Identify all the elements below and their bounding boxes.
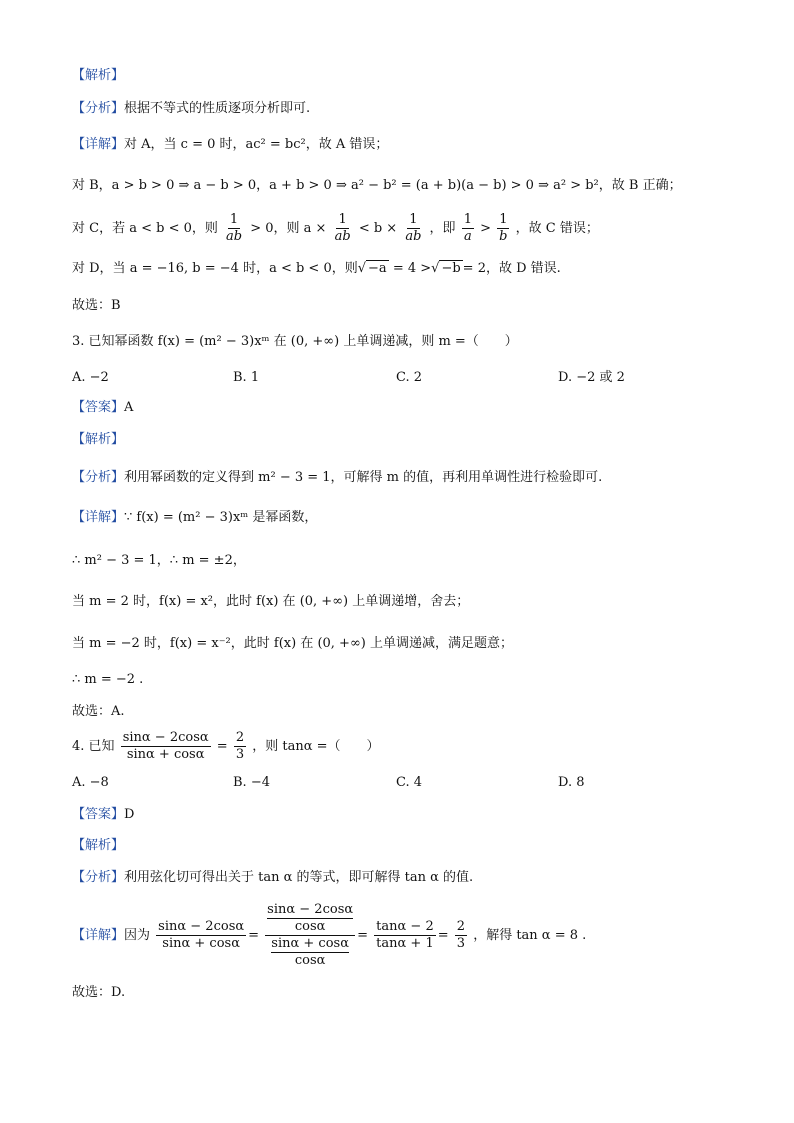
q3-step4: ∴ m = −2 . xyxy=(72,672,144,687)
fraction: $\frac{1}{ab}$ xyxy=(405,212,422,244)
fraction: $\frac{\sin\alpha - 2\cos\alpha}{\sin\alpha + \cos\alpha}$ xyxy=(122,730,209,762)
q4-option-a: A. −8 xyxy=(72,775,109,790)
compound-fraction: sinα − 2cosα cosα sinα + cosα cosα xyxy=(267,902,354,968)
q4-detail: 【详解】因为 $\frac{\sin\alpha - 2\cos\alpha}{\sin\alpha + \cos\alpha}$ = sinα − 2cosα cosα sinα + cosα cosα = $\frac{\tan\alpha - 2}{\tan\alpha + 1}$ = $\frac{2}{3}$ ，解得 tan α = 8 . xyxy=(72,902,587,968)
q4-answer: 【答案】D xyxy=(72,807,135,822)
q3-select: 故选：A. xyxy=(72,704,125,719)
fraction: $\frac{1}{b}$ xyxy=(499,212,508,244)
jiexi-heading: 【解析】 xyxy=(72,68,125,83)
q2-select: 故选：B xyxy=(72,298,121,313)
q3-stem: 3. 已知幂函数 f(x) = (m² − 3)xᵐ 在 (0, +∞) 上单调递减，则 m =（ ） xyxy=(72,334,518,349)
q3-option-c: C. 2 xyxy=(396,370,423,385)
q3-step3: 当 m = −2 时，f(x) = x⁻²，此时 f(x) 在 (0, +∞) 上单调递减，满足题意； xyxy=(72,636,513,651)
q4-option-b: B. −4 xyxy=(233,775,270,790)
fraction: $\frac{1}{ab}$ xyxy=(334,212,351,244)
q3-jiexi: 【解析】 xyxy=(72,432,125,447)
q2-detail-c: 对 C，若 a < b < 0，则 $\frac{1}{ab}$ > 0，则 a × $\frac{1}{ab}$ < b × $\frac{1}{ab}$ ，即 $\frac{1}{a}$ > $\frac{1}{b}$ ，故 C 错误； xyxy=(72,212,599,244)
q2-analysis-text: 根据不等式的性质逐项分析即可. xyxy=(124,101,311,116)
q4-jiexi: 【解析】 xyxy=(72,838,125,853)
fraction: $\frac{1}{ab}$ xyxy=(226,212,243,244)
q3-option-b: B. 1 xyxy=(233,370,260,385)
q4-option-c: C. 4 xyxy=(396,775,423,790)
q3-detail: 【详解】∵ f(x) = (m² − 3)xᵐ 是幂函数， xyxy=(72,510,318,525)
fraction: $\frac{2}{3}$ xyxy=(456,919,466,951)
fraction: $\frac{\sin\alpha - 2\cos\alpha}{\sin\alpha + \cos\alpha}$ xyxy=(158,919,245,951)
q3-option-d: D. −2 或 2 xyxy=(558,370,625,385)
q4-analysis: 【分析】利用弦化切可得出关于 tan α 的等式，即可解得 tan α 的值. xyxy=(72,870,474,885)
q3-step1: ∴ m² − 3 = 1，∴ m = ±2， xyxy=(72,553,246,568)
fraction: $\frac{\tan\alpha - 2}{\tan\alpha + 1}$ xyxy=(376,919,434,951)
q2-analysis: 【分析】根据不等式的性质逐项分析即可. xyxy=(72,101,311,116)
q4-select: 故选：D. xyxy=(72,985,126,1000)
q2-detail-b: 对 B，a > b > 0 ⇒ a − b > 0，a + b > 0 ⇒ a² − b² = (a + b)(a − b) > 0 ⇒ a² > b²，故 B 正确； xyxy=(72,178,682,193)
q3-answer: 【答案】A xyxy=(72,400,134,415)
q4-stem: 4. 已知 $\frac{\sin\alpha - 2\cos\alpha}{\sin\alpha + \cos\alpha}$ = $\frac{2}{3}$ ，则 tanα =（ ） xyxy=(72,730,380,762)
fraction: $\frac{1}{a}$ xyxy=(463,212,472,244)
fraction: $\frac{2}{3}$ xyxy=(235,730,245,762)
q2-detail-a: 【详解】对 A，当 c = 0 时，ac² = bc²，故 A 错误； xyxy=(72,137,389,152)
q2-detail-d: 对 D，当 a = −16, b = −4 时，a < b < 0，则√ −a = 4 >√ −b = 2，故 D 错误. xyxy=(72,261,561,276)
q3-option-a: A. −2 xyxy=(72,370,109,385)
q3-step2: 当 m = 2 时，f(x) = x²，此时 f(x) 在 (0, +∞) 上单调递增，舍去； xyxy=(72,594,470,609)
q4-option-d: D. 8 xyxy=(558,775,585,790)
q3-analysis: 【分析】利用幂函数的定义得到 m² − 3 = 1，可解得 m 的值，再利用单调性进行检验即可. xyxy=(72,470,603,485)
